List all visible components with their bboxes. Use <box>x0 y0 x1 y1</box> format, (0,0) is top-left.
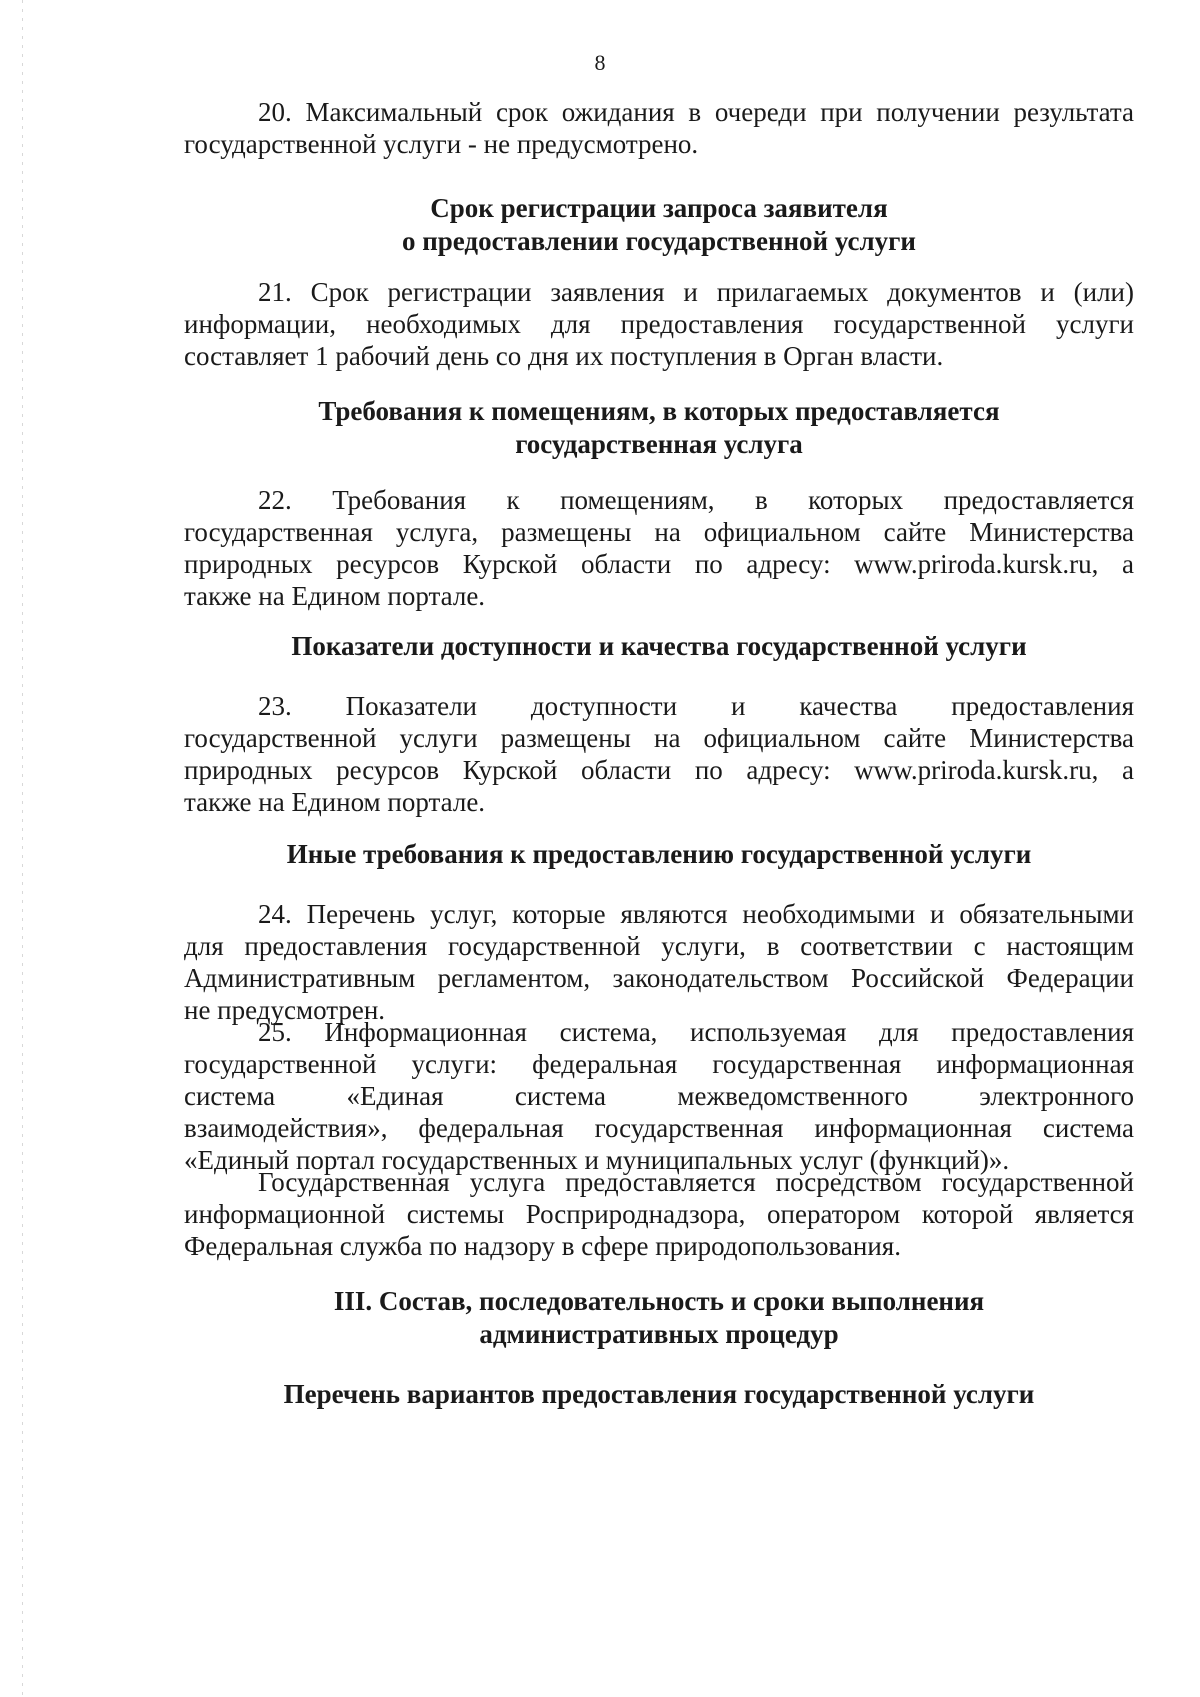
text-line: государственной услуги: федеральная государственная информационная <box>184 1049 1134 1079</box>
text-line: 23. Показатели доступности и качества предоставления <box>258 691 1134 721</box>
section-heading-service-variants <box>184 1378 1134 1411</box>
text-line: природных ресурсов Курской области по адресу: www.priroda.kursk.ru, а <box>184 549 1134 579</box>
text-line: 25. Информационная система, используемая для предоставления <box>258 1017 1134 1047</box>
text-line: природных ресурсов Курской области по адресу: www.priroda.kursk.ru, а <box>184 755 1134 785</box>
paragraph-23 <box>184 690 1134 818</box>
paragraph-24 <box>184 898 1134 1026</box>
text-line: 24. Перечень услуг, которые являются необходимыми и обязательными <box>258 899 1134 929</box>
text-line: также на Едином портале. <box>184 787 486 817</box>
heading-line: административных процедур <box>479 1319 839 1349</box>
section-heading-registration <box>184 192 1134 258</box>
text-line: не предусмотрен. <box>184 995 386 1025</box>
text-line: 20. Максимальный срок ожидания в очереди при получении результата <box>258 97 1134 127</box>
paragraph-22 <box>184 484 1134 612</box>
paragraph-25 <box>184 1016 1134 1176</box>
text-line: 22. Требования к помещениям, в которых предоставляется <box>258 485 1134 515</box>
paragraph-20 <box>184 96 1134 160</box>
text-line: система «Единая система межведомственного электронного <box>184 1081 1134 1111</box>
heading-line: III. Состав, последовательность и сроки выполнения <box>333 1286 985 1316</box>
heading-line: о предоставлении государственной услуги <box>401 226 916 256</box>
page-number: 8 <box>594 50 606 75</box>
heading-line: Требования к помещениям, в которых предоставляется <box>318 396 1000 426</box>
section-heading-accessibility <box>184 630 1134 663</box>
section-heading-premises <box>184 395 1134 461</box>
text-line: Административным регламентом, законодательством Российской Федерации <box>184 963 1134 993</box>
scan-edge-line <box>22 0 23 1697</box>
heading-line: Перечень вариантов предоставления государственной услуги <box>283 1379 1035 1409</box>
text-line: Государственная услуга предоставляется посредством государственной <box>258 1167 1134 1197</box>
text-line: взаимодействия», федеральная государственная информационная система <box>184 1113 1134 1143</box>
text-line: Федеральная служба по надзору в сфере природопользования. <box>184 1231 901 1261</box>
paragraph-25-continuation <box>184 1166 1134 1262</box>
text-line: также на Едином портале. <box>184 581 486 611</box>
section-heading-other-requirements <box>184 838 1134 871</box>
heading-line: государственная услуга <box>515 429 803 459</box>
text-line: «Единый портал государственных и муниципальных услуг (функций)». <box>184 1145 1010 1175</box>
paragraph-21 <box>184 276 1134 372</box>
heading-line: Показатели доступности и качества государственной услуги <box>291 631 1027 661</box>
text-line: для предоставления государственной услуги, в соответствии с настоящим <box>184 931 1134 961</box>
section-heading-procedures <box>184 1285 1134 1351</box>
text-line: государственной услуги - не предусмотрено. <box>184 129 699 159</box>
text-line: государственная услуга, размещены на официальном сайте Министерства <box>184 517 1134 547</box>
heading-line: Иные требования к предоставлению государственной услуги <box>286 839 1032 869</box>
text-line: государственной услуги размещены на официальном сайте Министерства <box>184 723 1134 753</box>
text-line: информации, необходимых для предоставления государственной услуги <box>184 309 1134 339</box>
text-line: 21. Срок регистрации заявления и прилагаемых документов и (или) <box>258 277 1134 307</box>
text-line: информационной системы Росприроднадзора, оператором которой является <box>184 1199 1134 1229</box>
heading-line: Срок регистрации запроса заявителя <box>430 193 888 223</box>
text-line: составляет 1 рабочий день со дня их поступления в Орган власти. <box>184 341 944 371</box>
